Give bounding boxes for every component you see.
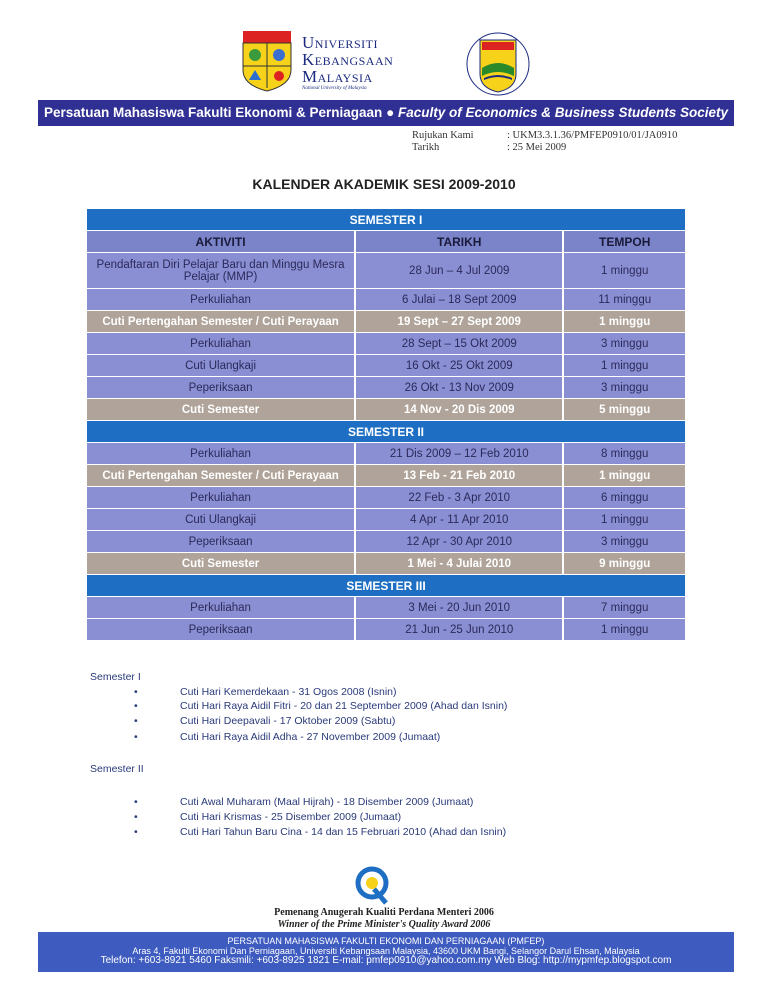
table-row: Peperiksaan 21 Jun - 25 Jun 2010 1 minggu [87, 619, 685, 641]
bullet-separator: ● [386, 105, 398, 120]
table-row: Peperiksaan 12 Apr - 30 Apr 2010 3 minggu [87, 531, 685, 553]
table-row-holiday: Cuti Semester 14 Nov - 20 Dis 2009 5 minggu [87, 399, 685, 421]
award-line-en: Winner of the Prime Minister's Quality Award 2006 [277, 919, 491, 930]
table-row-holiday: Cuti Semester 1 Mei - 4 Julai 2010 9 minggu [87, 553, 685, 575]
date-label: Tarikh [412, 142, 440, 153]
ukm-name-line3: Malaysia [302, 67, 373, 86]
list-item: • Cuti Hari Deepavali - 17 Oktober 2009 (Sabtu) [134, 715, 396, 727]
header-tarikh: TARIKH [354, 231, 562, 252]
semester-2-header: SEMESTER II [87, 421, 685, 443]
footer-address: Aras 4, Fakulti Ekonomi Dan Perniagaan, Universiti Kebangsaan Malaysia, 43600 UKM Bangi, Selangor Darul Ehsan, Malaysia [132, 946, 640, 956]
table-row: Perkuliahan 3 Mei - 20 Jun 2010 7 minggu [87, 597, 685, 619]
semester-2-notes-heading: Semester II [90, 763, 144, 775]
ukm-name-line1: Universiti [302, 33, 378, 52]
pmfep-logo [466, 30, 530, 98]
list-item: • Cuti Hari Tahun Baru Cina - 14 dan 15 Februari 2010 (Ahad dan Isnin) [134, 826, 507, 838]
award-line-ms: Pemenang Anugerah Kualiti Perdana Menteri 2006 [274, 907, 494, 918]
table-row-holiday: Cuti Pertengahan Semester / Cuti Perayaan 13 Feb - 21 Feb 2010 1 minggu [87, 465, 685, 487]
ref-value: : UKM3.3.1.36/PMFEP0910/01/JA0910 [507, 130, 678, 141]
list-item: • Cuti Hari Kemerdekaan - 31 Ogos 2008 (Isnin) [134, 686, 397, 698]
reference-block [412, 130, 677, 154]
table-row-holiday: Cuti Pertengahan Semester / Cuti Perayaan 19 Sept – 27 Sept 2009 1 minggu [87, 311, 685, 333]
footer-contact: Telefon: +603-8921 5460 Faksmili: +603-8925 1821 E-mail: pmfep0910@yahoo.com.my Web Blog: http://mypmfep.blogspot.com [100, 955, 672, 966]
table-row: Cuti Ulangkaji 4 Apr - 11 Apr 2010 1 minggu [87, 509, 685, 531]
footer-org: PERSATUAN MAHASISWA FAKULTI EKONOMI DAN PERNIAGAAN (PMFEP) [227, 936, 545, 946]
ukm-name-line2: Kebangsaan [302, 50, 394, 69]
header-aktiviti: AKTIVITI [195, 234, 246, 249]
list-item: • Cuti Hari Raya Aidil Adha - 27 November 2009 (Jumaat) [134, 731, 441, 743]
semester-1-header: SEMESTER I [87, 209, 685, 231]
society-banner [38, 100, 734, 126]
table-row: Perkuliahan 6 Julai – 18 Sept 2009 11 minggu [87, 289, 685, 311]
society-name-ms: Persatuan Mahasiswa Fakulti Ekonomi & Perniagaan [43, 105, 383, 120]
table-row: Cuti Ulangkaji 16 Okt - 25 Okt 2009 1 minggu [87, 355, 685, 377]
list-item: • Cuti Awal Muharam (Maal Hijrah) - 18 Disember 2009 (Jumaat) [134, 796, 474, 808]
table-row: Peperiksaan 26 Okt - 13 Nov 2009 3 minggu [87, 377, 685, 399]
table-row: Perkuliahan 28 Sept – 15 Okt 2009 3 minggu [87, 333, 685, 355]
calendar-table [87, 209, 685, 641]
ukm-crest-logo [242, 30, 292, 92]
list-item: • Cuti Hari Krismas - 25 Disember 2009 (Jumaat) [134, 811, 402, 823]
ukm-name [302, 34, 393, 85]
footer-band [38, 932, 734, 972]
table-row: Perkuliahan 21 Dis 2009 – 12 Feb 2010 8 minggu [87, 443, 685, 465]
quality-award-logo [352, 865, 392, 905]
header-tempoh: TEMPOH [562, 231, 685, 252]
list-item: • Cuti Hari Raya Aidil Fitri - 20 dan 21 September 2009 (Ahad dan Isnin) [134, 700, 508, 712]
ref-label: Rujukan Kami [412, 130, 474, 141]
table-header-row [87, 231, 685, 253]
semester-1-notes-heading: Semester I [90, 671, 141, 683]
society-name-en: Faculty of Economics & Business Students Society [397, 105, 729, 120]
date-value: : 25 Mei 2009 [507, 142, 567, 153]
table-row: Perkuliahan 22 Feb - 3 Apr 2010 6 minggu [87, 487, 685, 509]
ukm-motto: National University of Malaysia [302, 86, 367, 91]
semester-3-header: SEMESTER III [87, 575, 685, 597]
page-title: KALENDER AKADEMIK SESI 2009-2010 [252, 176, 516, 192]
table-row: Pendaftaran Diri Pelajar Baru dan Minggu Mesra Pelajar (MMP) 28 Jun – 4 Jul 2009 1 minggu [87, 253, 685, 289]
